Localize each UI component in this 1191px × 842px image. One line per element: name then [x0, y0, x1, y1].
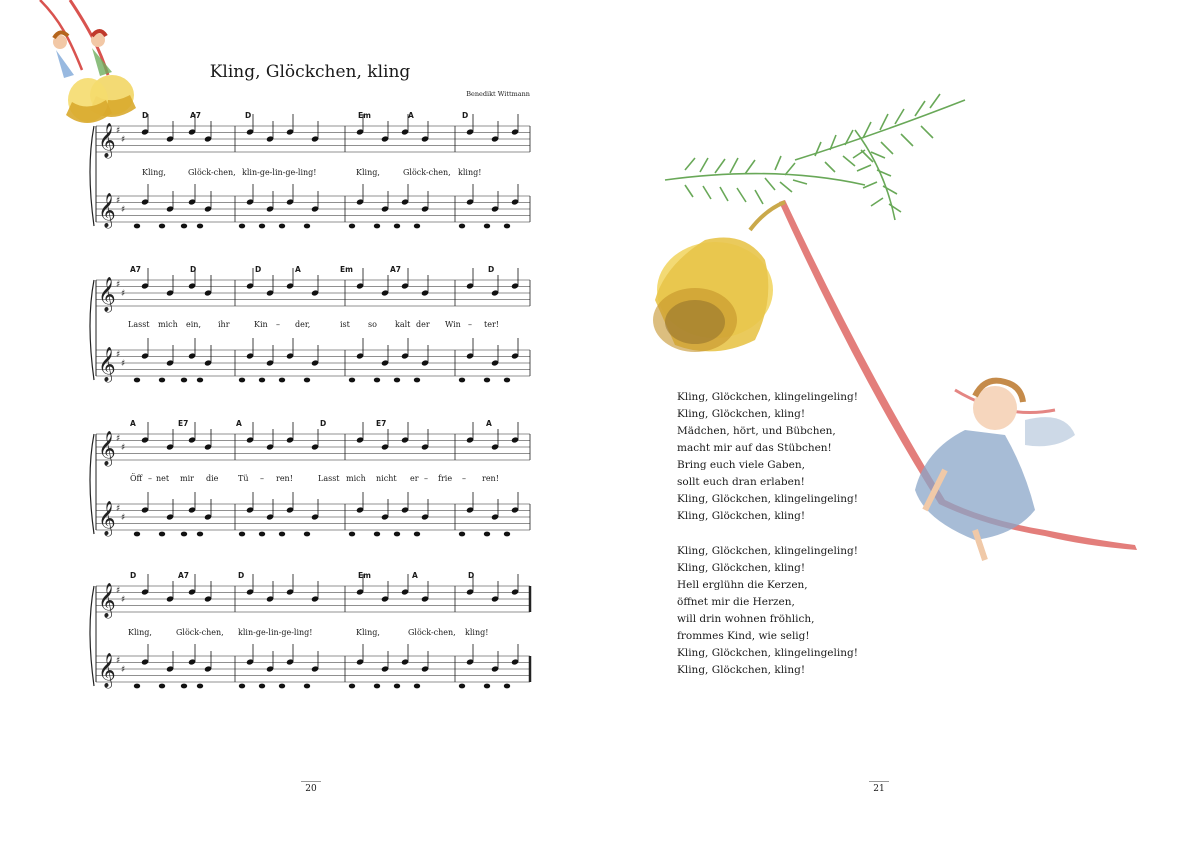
lyric-syllable: mir	[180, 474, 194, 483]
poem-line: Kling, Glöckchen, klingelingeling!	[677, 391, 858, 403]
lyric-syllable: Lasst	[128, 320, 150, 329]
chord-label: A7	[390, 265, 402, 274]
svg-text:𝄞: 𝄞	[98, 193, 116, 228]
lyric-syllable: –	[260, 474, 264, 483]
lyric-syllable: –	[148, 474, 152, 483]
svg-text:♯: ♯	[121, 595, 126, 605]
left-page	[0, 0, 595, 842]
music-system-1	[90, 108, 532, 238]
lyric-syllable: –	[462, 474, 466, 483]
poem-line: Bring euch viele Gaben,	[677, 459, 805, 471]
svg-text:♯: ♯	[121, 359, 126, 369]
lyric-syllable: Öff	[130, 474, 143, 483]
chord-label: D	[462, 111, 469, 120]
lyric-syllable: so	[368, 320, 377, 329]
poem-line: macht mir auf das Stübchen!	[677, 442, 832, 454]
lyric-syllable: nicht	[376, 474, 397, 483]
poem-line: will drin wohnen fröhlich,	[677, 613, 815, 625]
staff-notation-2	[90, 262, 532, 392]
lyric-syllable: Kling,	[356, 168, 380, 177]
svg-text:♯: ♯	[116, 504, 121, 514]
chord-label: D	[238, 571, 245, 580]
lyric-syllable: Win	[445, 320, 461, 329]
svg-text:𝄞: 𝄞	[98, 653, 116, 688]
poem-line: Hell erglühn die Kerzen,	[677, 579, 808, 591]
lyric-syllable: ter!	[484, 320, 499, 329]
lyric-syllable: ihr	[218, 320, 230, 329]
svg-text:♯: ♯	[116, 280, 121, 290]
svg-text:𝄞: 𝄞	[98, 501, 116, 536]
lyric-syllable: klin-ge-lin-ge-ling!	[238, 628, 313, 637]
lyric-syllable: Kling,	[142, 168, 166, 177]
svg-text:𝄞: 𝄞	[98, 123, 116, 158]
chord-label: Em	[358, 571, 371, 580]
lyric-syllable: der,	[295, 320, 311, 329]
lyric-syllable: net	[156, 474, 170, 483]
chord-label: D	[320, 419, 327, 428]
svg-text:♯: ♯	[116, 126, 121, 136]
poem-stanza-2	[677, 543, 907, 679]
lyric-syllable: die	[206, 474, 219, 483]
svg-text:♯: ♯	[116, 434, 121, 444]
lyric-syllable: der	[416, 320, 430, 329]
lyric-syllable: ren!	[482, 474, 499, 483]
lyric-syllable: kalt	[395, 320, 411, 329]
chord-label: A7	[130, 265, 142, 274]
poem-line: Mädchen, hört, und Bübchen,	[677, 425, 836, 437]
svg-text:♯: ♯	[121, 205, 126, 215]
lyric-syllable: Kling,	[356, 628, 380, 637]
lyric-syllable: ein,	[186, 320, 201, 329]
lyric-syllable: Glöck-chen,	[408, 628, 456, 637]
chord-label: Em	[358, 111, 371, 120]
song-title: Kling, Glöckchen, kling	[209, 62, 411, 82]
lyric-syllable: mich	[346, 474, 366, 483]
chord-label: A	[486, 419, 492, 428]
poem-line: Kling, Glöckchen, klingelingeling!	[677, 647, 858, 659]
lyric-syllable: –	[468, 320, 472, 329]
svg-text:♯: ♯	[116, 350, 121, 360]
svg-text:♯: ♯	[116, 586, 121, 596]
poem-line: sollt euch dran erlaben!	[677, 476, 805, 488]
page-number-right: 21	[859, 784, 899, 794]
lyric-syllable: er	[410, 474, 419, 483]
svg-text:♯: ♯	[121, 513, 126, 523]
composer-name: Benedikt Wittmann	[466, 90, 530, 98]
lyric-syllable: ren!	[276, 474, 293, 483]
lyric-syllable: mich	[158, 320, 178, 329]
chord-label: D	[190, 265, 197, 274]
chord-label: A7	[190, 111, 202, 120]
chord-label: E7	[178, 419, 189, 428]
chord-label: E7	[376, 419, 387, 428]
lyric-syllable: Kling,	[128, 628, 152, 637]
svg-text:♯: ♯	[116, 196, 121, 206]
svg-text:♯: ♯	[121, 443, 126, 453]
svg-text:♯: ♯	[116, 656, 121, 666]
lyric-syllable: frie	[438, 474, 453, 483]
chord-label: A	[295, 265, 301, 274]
lyric-syllable: Glöck-chen,	[403, 168, 451, 177]
chord-label: A7	[178, 571, 190, 580]
right-page	[595, 0, 1191, 842]
poem-line: öffnet mir die Herzen,	[677, 596, 795, 608]
svg-text:𝄞: 𝄞	[98, 431, 116, 466]
poem-line: Kling, Glöckchen, kling!	[677, 664, 806, 676]
chord-label: D	[255, 265, 262, 274]
poem-line: frommes Kind, wie selig!	[677, 630, 810, 642]
lyric-syllable: ist	[340, 320, 350, 329]
lyric-syllable: –	[424, 474, 428, 483]
page-number-left: 20	[291, 784, 331, 794]
poem-line: Kling, Glöckchen, kling!	[677, 562, 806, 574]
lyric-syllable: –	[276, 320, 280, 329]
svg-text:♯: ♯	[121, 135, 126, 145]
svg-text:♯: ♯	[121, 289, 126, 299]
chord-label: D	[468, 571, 475, 580]
lyric-syllable: Lasst	[318, 474, 340, 483]
chord-label: D	[142, 111, 149, 120]
poem-stanza-1	[677, 389, 907, 525]
lyric-syllable: kling!	[465, 628, 489, 637]
svg-text:𝄞: 𝄞	[98, 583, 116, 618]
chord-label: Em	[340, 265, 353, 274]
chord-label: D	[245, 111, 252, 120]
chord-label: D	[130, 571, 137, 580]
poem-line: Kling, Glöckchen, kling!	[677, 408, 806, 420]
poem-line: Kling, Glöckchen, klingelingeling!	[677, 493, 858, 505]
chord-label: A	[130, 419, 136, 428]
chord-label: A	[412, 571, 418, 580]
svg-text:♯: ♯	[121, 665, 126, 675]
lyric-syllable: Kin	[254, 320, 268, 329]
chord-label: A	[408, 111, 414, 120]
poem-line: Kling, Glöckchen, klingelingeling!	[677, 545, 858, 557]
lyric-syllable: kling!	[458, 168, 482, 177]
svg-text:𝄞: 𝄞	[98, 277, 116, 312]
poem-line: Kling, Glöckchen, kling!	[677, 510, 806, 522]
music-system-2	[90, 262, 532, 392]
lyric-syllable: Glöck-chen,	[176, 628, 224, 637]
chord-label: A	[236, 419, 242, 428]
lyric-syllable: klin-ge-lin-ge-ling!	[242, 168, 317, 177]
chord-label: D	[488, 265, 495, 274]
music-system-4	[90, 568, 532, 698]
music-system-3	[90, 416, 532, 546]
lyric-syllable: Glöck-chen,	[188, 168, 236, 177]
lyric-syllable: Tü	[238, 474, 249, 483]
svg-text:𝄞: 𝄞	[98, 347, 116, 382]
